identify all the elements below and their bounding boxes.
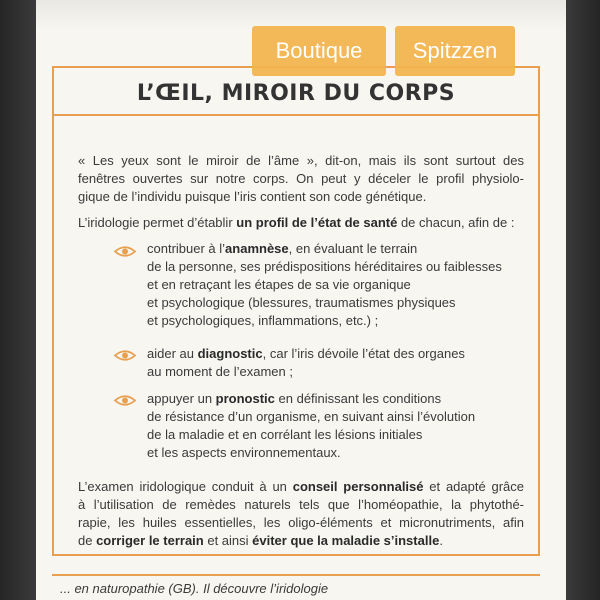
intro-line: « Les yeux sont le miroir de l’âme », dit-on, mais ils sont surtout des [78,153,524,168]
intro-line: gique de l’individu puisque l’iris contient son code génétique. [78,189,427,204]
conclusion-paragraph: L’examen iridologique conduit à un conseil personnalisé et adapté grâce à l’utilisation de remèdes naturels tels que l’homéopathie, la phytothé- rapie, les huiles essentielles, les oligo-éléments et micronutriments, afin de corriger le terrain et ainsi éviter que la maladie s’installe. [78,479,525,548]
bullet-pronostic: appuyer un pronostic en définissant les conditions de résistance d’un organisme, en suivant ainsi l’évolution de la maladie et en corrélant les lésions initiales et les aspects environnementaux. [147,391,476,460]
eye-icon [114,394,136,407]
page-title: L’ŒIL, MIROIR DU CORPS [136,81,456,106]
bottom-partial-text: ... en naturopathie (GB). Il découvre l’iridologie [60,581,329,596]
background-left [0,0,36,600]
bold-text: un profil de l’état de santé [236,215,398,230]
background-right [566,0,600,600]
bottom-divider [52,574,540,576]
intro-line: fenêtres ouvertes sur notre corps. On peut y déceler le profil physiolo- [78,171,524,186]
boutique-badge[interactable]: Boutique [252,26,386,76]
content-frame [52,66,540,556]
book-page [36,0,566,600]
iridology-intro: L’iridologie permet d’établir un profil de l’état de santé de chacun, afin de : [78,215,515,230]
intro-paragraph [78,152,524,206]
eye-icon [114,245,136,258]
eye-icon [114,349,136,362]
bullet-anamnese: contribuer à l’anamnèse, en évaluant le terrain de la personne, ses prédispositions héréditaires ou faiblesses et en retraçant les étapes de sa vie organique et psychologique (blessures, traumatismes physiques et psychologiques, inflammations, etc.) ; [147,241,502,328]
bullet-diagnostic: aider au diagnostic, car l’iris dévoile l’état des organes au moment de l’examen ; [147,346,465,379]
spitzzen-badge[interactable]: Spitzzen [395,26,515,76]
